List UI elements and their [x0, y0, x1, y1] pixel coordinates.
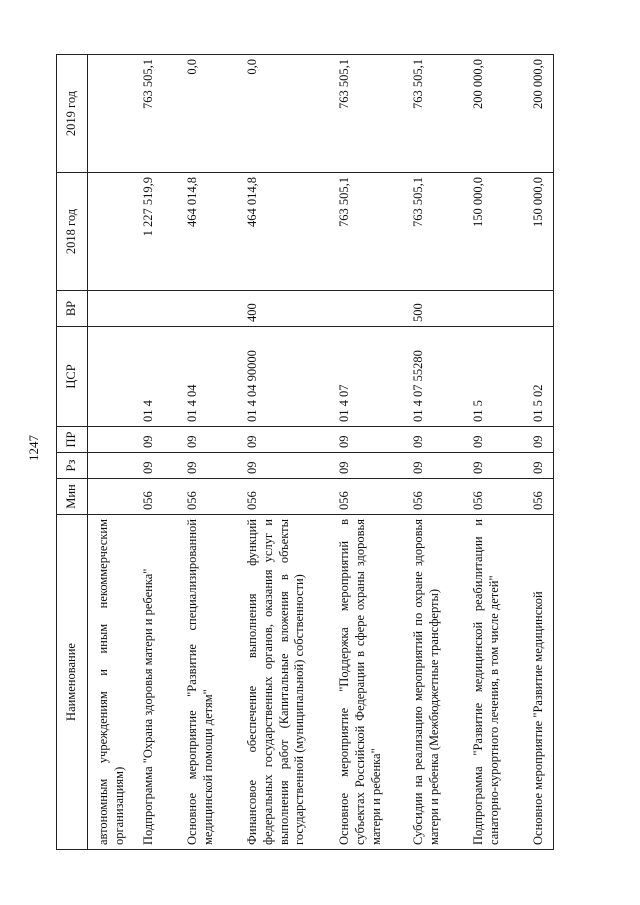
row-2018: 464 014,8	[177, 173, 237, 291]
row-vr: 400	[237, 291, 329, 327]
row-min: 056	[177, 479, 237, 515]
row-2018	[88, 173, 134, 291]
header-min: Мин	[57, 479, 88, 515]
row-2019: 763 505,1	[133, 55, 177, 173]
row-vr	[329, 291, 403, 327]
row-csr: 01 4 04	[177, 327, 237, 427]
row-csr: 01 4 04 90000	[237, 327, 329, 427]
row-min	[88, 479, 134, 515]
row-rz: 09	[133, 453, 177, 479]
row-2019: 763 505,1	[329, 55, 403, 173]
row-csr: 01 4	[133, 327, 177, 427]
row-min: 056	[523, 479, 553, 515]
row-vr	[463, 291, 523, 327]
row-2019: 0,0	[237, 55, 329, 173]
table-row	[177, 55, 237, 850]
header-pr: ПР	[57, 427, 88, 453]
row-rz: 09	[403, 453, 463, 479]
row-2019: 200 000,0	[463, 55, 523, 173]
row-name: Основное мероприятие "Поддержка мероприятий в субъектах Российской Федерации в сфере охраны здоровья матери и ребенка"	[329, 515, 403, 850]
header-row	[57, 55, 88, 850]
row-vr	[523, 291, 553, 327]
table-row	[237, 55, 329, 850]
row-vr	[88, 291, 134, 327]
row-min: 056	[329, 479, 403, 515]
row-csr: 01 4 07 55280	[403, 327, 463, 427]
row-pr: 09	[329, 427, 403, 453]
row-rz	[88, 453, 134, 479]
header-name: Наименование	[57, 515, 88, 850]
row-rz: 09	[523, 453, 553, 479]
row-name: автономным учреждениям и иным некоммерческим организациям)	[88, 515, 134, 850]
row-rz: 09	[463, 453, 523, 479]
row-min: 056	[463, 479, 523, 515]
row-name: Финансовое обеспечение выполнения функций федеральных государственных органов, оказания услуг и выполнения работ (Капитальные вложения в объекты государственной (муниципальной) собственности)	[237, 515, 329, 850]
row-vr: 500	[403, 291, 463, 327]
header-csr: ЦСР	[57, 327, 88, 427]
row-2018: 763 505,1	[403, 173, 463, 291]
rotated-table-container	[56, 55, 586, 850]
table-row	[523, 55, 553, 850]
row-2018: 150 000,0	[523, 173, 553, 291]
row-2019: 0,0	[177, 55, 237, 173]
row-pr: 09	[403, 427, 463, 453]
row-2018: 1 227 519,9	[133, 173, 177, 291]
table-row	[329, 55, 403, 850]
row-name: Основное мероприятие "Развитие медицинской	[523, 515, 553, 850]
header-2018: 2018 год	[57, 173, 88, 291]
row-pr: 09	[177, 427, 237, 453]
table-row	[403, 55, 463, 850]
row-csr: 01 5	[463, 327, 523, 427]
row-min: 056	[403, 479, 463, 515]
row-2018: 464 014,8	[237, 173, 329, 291]
row-vr	[133, 291, 177, 327]
row-csr	[88, 327, 134, 427]
row-name: Подпрограмма "Охрана здоровья матери и ребенка"	[133, 515, 177, 850]
row-rz: 09	[237, 453, 329, 479]
row-2019: 200 000,0	[523, 55, 553, 173]
row-name: Подпрограмма "Развитие медицинской реабилитации и санаторно-курортного лечения, в том числе детей"	[463, 515, 523, 850]
row-pr: 09	[523, 427, 553, 453]
table-row	[463, 55, 523, 850]
table-row	[133, 55, 177, 850]
row-min: 056	[237, 479, 329, 515]
row-2019	[88, 55, 134, 173]
row-vr	[177, 291, 237, 327]
header-2019: 2019 год	[57, 55, 88, 173]
page-number: 1247	[26, 435, 41, 461]
row-pr: 09	[237, 427, 329, 453]
row-rz: 09	[177, 453, 237, 479]
header-vr: ВР	[57, 291, 88, 327]
row-pr: 09	[463, 427, 523, 453]
table-row	[88, 55, 134, 850]
budget-table	[56, 54, 554, 850]
row-2018: 150 000,0	[463, 173, 523, 291]
row-name: Основное мероприятие "Развитие специализированной медицинской помощи детям"	[177, 515, 237, 850]
row-csr: 01 5 02	[523, 327, 553, 427]
row-pr: 09	[133, 427, 177, 453]
row-name: Субсидии на реализацию мероприятий по охране здоровья матери и ребенка (Межбюджетные трансферты)	[403, 515, 463, 850]
row-csr: 01 4 07	[329, 327, 403, 427]
header-rz: Рз	[57, 453, 88, 479]
row-pr	[88, 427, 134, 453]
row-2019: 763 505,1	[403, 55, 463, 173]
row-min: 056	[133, 479, 177, 515]
row-2018: 763 505,1	[329, 173, 403, 291]
row-rz: 09	[329, 453, 403, 479]
